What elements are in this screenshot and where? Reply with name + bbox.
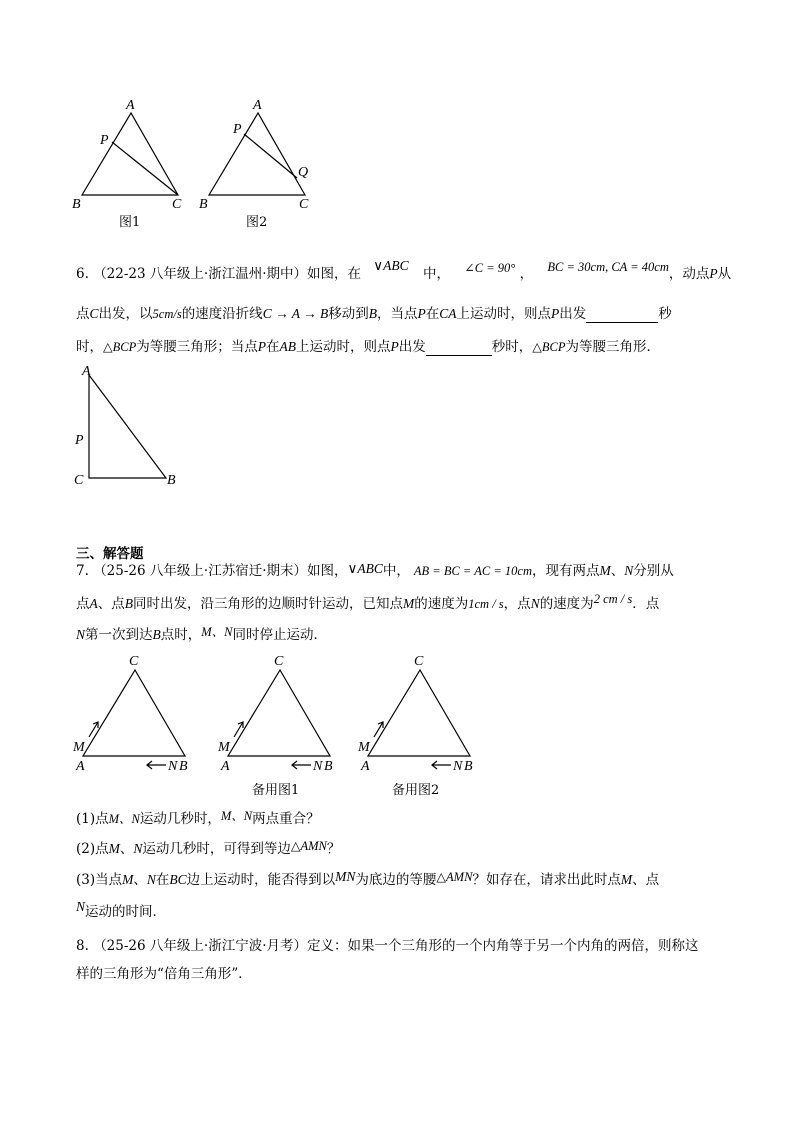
q7-fig2-label-n: N — [313, 759, 323, 774]
right-triangle-acb — [89, 375, 166, 478]
q7-l2c: 同时出发，沿三角形的边顺时针运动，已知点 — [133, 596, 403, 612]
figure-2 — [209, 113, 305, 195]
q6-label-p: P — [75, 433, 84, 448]
q7-caption-1: 备用图1 — [252, 783, 300, 798]
q7-sub3f: 、点 — [632, 872, 660, 888]
q7-sub-3-line-1 — [76, 871, 659, 889]
q6-p: P — [709, 266, 718, 281]
q6-text3c: 在 — [265, 339, 280, 355]
q6-source: （22-23 八年级上·浙江温州·期中）如图，在 — [93, 266, 361, 282]
q6-answer-blank-2[interactable] — [426, 341, 492, 356]
q7-mn-2: M、N — [108, 812, 140, 826]
q7-n-2: N — [530, 596, 540, 611]
q7-b: B — [124, 596, 133, 611]
fig1-label-b: B — [72, 197, 81, 212]
triangle-abc-2 — [209, 113, 305, 195]
fig1-label-c: C — [172, 197, 182, 212]
q7-fig1-label-c: C — [129, 654, 139, 669]
q6-comma: ， — [519, 266, 534, 282]
q6-text2d: 移动到 — [328, 306, 369, 322]
q7-tri: ∨ABC — [347, 561, 383, 576]
q7-sub3b: 在 — [155, 872, 170, 888]
q7-l2g: ．点 — [632, 596, 660, 612]
q7-dun-3: 、 — [133, 872, 147, 888]
segment-pc — [112, 142, 178, 195]
q7-l2b: 、点 — [97, 596, 125, 612]
q7-fig2-label-c: C — [274, 654, 284, 669]
q6-tri: ∨ABC — [373, 258, 409, 273]
q7-zhong: 中， — [382, 563, 410, 579]
q6-text3e: 出发 — [398, 339, 426, 355]
q6-sec: 秒 — [658, 306, 672, 322]
q7-fig3-label-n: N — [453, 759, 463, 774]
q7-fig1-label-n: N — [168, 759, 178, 774]
q7-source: （25-26 八年级上·江苏宿迁·期末）如图， — [93, 563, 348, 579]
fig2-label-q: Q — [298, 165, 309, 180]
q7-l1c: 分别从 — [633, 563, 674, 579]
q6-p-4: P — [257, 339, 266, 354]
q6-speed: 5cm/s — [152, 307, 182, 321]
q7-main-triangle — [83, 670, 185, 756]
q6-text2e: ，当点 — [376, 306, 418, 322]
q6-text2h: 出发 — [559, 306, 587, 322]
q6-bcp: △BCP — [103, 340, 137, 354]
q7-spare-triangle-1 — [228, 670, 330, 756]
q7-eq: AB = BC = AC = 10cm — [413, 564, 532, 578]
q7-fig3-label-c: C — [414, 654, 424, 669]
q6-figure — [89, 375, 166, 478]
q6-text3d: 上运动时，则点 — [295, 339, 391, 355]
q7-bc: BC — [169, 872, 187, 887]
q6-text1b: ，动点 — [668, 266, 710, 282]
q6-number: 6. — [76, 266, 89, 282]
q6-p-2: P — [417, 306, 426, 321]
q7-fig2-label-a: A — [221, 759, 230, 774]
q6-label-c: C — [74, 473, 84, 488]
q6-text1c: 从 — [717, 266, 732, 282]
q7-line-3 — [76, 626, 327, 644]
q7-number: 7. — [76, 563, 89, 579]
q7-fig2-label-m: M — [218, 740, 230, 755]
q7-sub-2 — [76, 840, 340, 858]
fig2-caption: 图2 — [246, 215, 268, 230]
q6-zhong: 中， — [422, 266, 450, 282]
section-title: 三、解答题 — [76, 546, 144, 562]
q6-p-3: P — [550, 306, 560, 321]
q7-a: A — [89, 596, 98, 611]
q6-line-3 — [76, 338, 660, 356]
q6-path: C → A → B — [262, 306, 329, 321]
q6-b: B — [368, 306, 377, 321]
q7-m: M — [599, 563, 611, 578]
q6-text3a: 时， — [76, 339, 103, 355]
q7-l3b: 点时， — [160, 627, 202, 643]
q7-fig3-label-b: B — [464, 759, 473, 774]
q7-m-3: M — [108, 841, 120, 856]
q6-label-a: A — [82, 364, 91, 379]
q7-m-4: M — [122, 872, 134, 887]
q7-mn-base: MN — [335, 869, 356, 884]
q7-fig1-label-a: A — [76, 759, 85, 774]
q6-ca: CA — [439, 306, 457, 321]
q6-text2g: 上运动时，则点 — [456, 306, 551, 322]
q7-fig3-label-m: M — [358, 740, 370, 755]
fig1-label-a: A — [126, 98, 135, 113]
q7-fig2-label-b: B — [324, 759, 333, 774]
q7-m-5: M — [620, 872, 633, 887]
q8-line-2: 样的三角形为“倍角三角形”． — [76, 966, 252, 982]
q7-sub1b: 运动几秒时， — [139, 811, 221, 827]
q7-l3a: 第一次到达 — [85, 627, 153, 643]
q6-text3f: 秒时， — [491, 339, 533, 355]
q7-m-2: M — [403, 596, 415, 611]
q7-figures — [83, 670, 470, 769]
q7-sub3e: ？如存在，请求出此时点 — [472, 872, 621, 888]
q6-bcp-2: △BCP — [532, 340, 566, 354]
q6-angle: ∠C = 90° — [464, 261, 516, 275]
q7-n-5: N — [146, 872, 156, 887]
q7-line-1 — [76, 562, 674, 580]
fig2-label-p: P — [233, 122, 242, 137]
q7-l2f: 的速度为 — [539, 596, 594, 612]
q7-caption-2: 备用图2 — [392, 783, 440, 798]
q8-number: 8. — [76, 938, 89, 954]
q6-line-1 — [76, 258, 732, 283]
q7-sub-3-line-2 — [76, 899, 167, 921]
q7-l3c: 同时停止运动． — [232, 627, 328, 643]
q7-l2a: 点 — [76, 596, 90, 612]
q7-sub3g: 运动的时间． — [85, 904, 167, 920]
segment-pq — [244, 134, 297, 178]
fig2-label-c: C — [299, 197, 309, 212]
q7-l2e: ，点 — [503, 596, 531, 612]
q7-amn: △AMN — [290, 839, 327, 853]
fig1-label-p: P — [100, 133, 109, 148]
q7-sub1a: (1)点 — [76, 811, 109, 827]
q7-sub2b: 运动几秒时，可得到等边 — [142, 841, 291, 857]
q7-sub3c: 边上运动时，能否得到以 — [186, 872, 336, 888]
q7-spare-triangle-2 — [368, 670, 470, 756]
q7-sub-1 — [76, 810, 320, 828]
q6-text3b: 为等腰三角形；当点 — [136, 339, 258, 355]
q6-p-5: P — [390, 339, 399, 354]
q6-text2f: 在 — [425, 306, 440, 322]
q7-dun-2: 、 — [119, 841, 134, 857]
q7-l2d: 的速度为 — [414, 596, 469, 612]
q7-mn-3: M、N — [220, 809, 253, 823]
q6-c: C — [89, 306, 99, 321]
q7-speed-m: 1cm / s — [468, 597, 504, 611]
q6-lengths: BC = 30cm, CA = 40cm — [547, 260, 669, 274]
q8-text-1: （25-26 八年级上·浙江宁波·月考）定义：如果一个三角形的一个内角等于另一个内角的两倍，则称这 — [93, 938, 699, 954]
q6-text2c: 的速度沿折线 — [181, 306, 263, 322]
q7-sub2a: (2)点 — [76, 841, 109, 857]
q6-text2b: 出发，以 — [98, 306, 153, 322]
q6-text2a: 点 — [76, 306, 90, 322]
q8-line-1 — [76, 937, 698, 955]
fig2-label-a: A — [253, 98, 262, 113]
q7-fig1-label-m: M — [73, 740, 85, 755]
q6-answer-blank-1[interactable] — [586, 308, 658, 323]
q7-fig3-label-a: A — [361, 759, 370, 774]
q7-sub3a: (3)当点 — [76, 872, 123, 888]
q7-sub3d: 为底边的等腰 — [355, 872, 437, 888]
q6-line-2 — [76, 305, 672, 323]
fig2-label-b: B — [199, 197, 208, 212]
q7-amn-2: △AMN — [436, 870, 473, 884]
q7-fig1-label-b: B — [179, 759, 188, 774]
q6-label-b: B — [167, 473, 176, 488]
q7-qmark: ？ — [326, 841, 341, 857]
q7-l1b: ，现有两点 — [532, 563, 600, 579]
q7-sub1c: 两点重合？ — [252, 811, 320, 827]
q7-n-4: N — [133, 841, 143, 856]
q6-text3g: 为等腰三角形． — [565, 339, 660, 355]
q7-n-6: N — [76, 899, 86, 914]
q7-line-2 — [76, 592, 660, 613]
q7-n-3: N — [76, 627, 86, 642]
figure-1 — [82, 113, 178, 195]
q6-ab: AB — [279, 339, 296, 354]
fig1-caption: 图1 — [119, 215, 141, 230]
q7-speed-n: 2 cm / s — [593, 592, 633, 606]
q7-n: N — [624, 563, 634, 578]
q7-b-2: B — [152, 627, 161, 642]
q7-mn: M、N — [201, 625, 233, 639]
q7-dun: 、 — [610, 563, 625, 579]
